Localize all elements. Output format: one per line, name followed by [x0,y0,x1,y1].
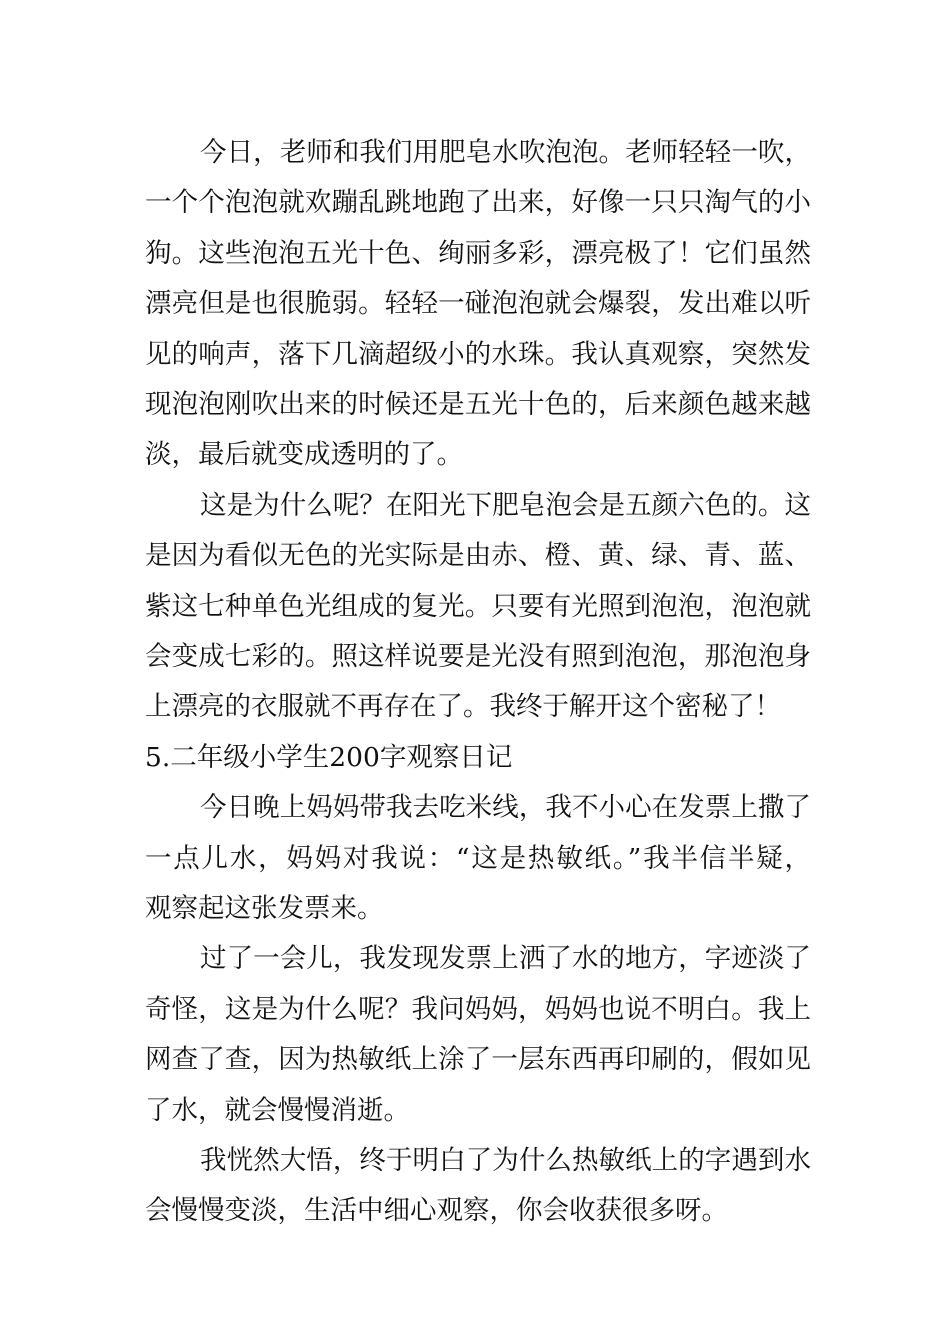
text-line: 一点儿水，妈妈对我说：“这是热敏纸。”我半信半疑， [145,842,811,874]
text-line: 过了一会儿，我发现发票上洒了水的地方，字迹淡了 [200,943,811,975]
text-line: 会慢慢变淡，生活中细心观察，你会收获很多呀。 [145,1195,728,1227]
text-line: 紫这七种单色光组成的复光。只要有光照到泡泡，泡泡就 [145,590,811,622]
text-line: 这是为什么呢？在阳光下肥皂泡会是五颜六色的。这 [200,489,811,521]
text-line: 会变成七彩的。照这样说要是光没有照到泡泡，那泡泡身 [145,641,811,672]
text-line: 是因为看似无色的光实际是由赤、橙、黄、绿、青、蓝、 [145,540,811,572]
text-line: 我恍然大悟，终于明白了为什么热敏纸上的字遇到水 [200,1145,811,1176]
text-line: 见的响声，落下几滴超级小的水珠。我认真观察，突然发 [145,338,811,370]
text-line: 5.二年级小学生200字观察日记 [145,741,513,773]
text-line: 今日，老师和我们用肥皂水吹泡泡。老师轻轻一吹， [200,137,811,168]
text-line: 上漂亮的衣服就不再存在了。我终于解开这个密秘了！ [145,691,781,723]
text-line: 网查了查，因为热敏纸上涂了一层东西再印刷的，假如见 [145,1044,811,1076]
text-line: 现泡泡刚吹出来的时候还是五光十色的，后来颜色越来越 [145,389,811,420]
text-line: 观察起这张发票来。 [145,893,384,924]
text-line: 了水，就会慢慢消逝。 [145,1094,410,1126]
text-line: 今日晚上妈妈带我去吃米线，我不小心在发票上撒了 [200,792,811,824]
text-line: 狗。这些泡泡五光十色、绚丽多彩，漂亮极了！它们虽然 [145,237,811,269]
text-line: 奇怪，这是为什么呢？我问妈妈，妈妈也说不明白。我上 [145,993,811,1025]
text-line: 一个个泡泡就欢蹦乱跳地跑了出来，好像一只只淘气的小 [145,187,811,219]
text-line: 淡，最后就变成透明的了。 [145,439,463,471]
text-line: 漂亮但是也很脆弱。轻轻一碰泡泡就会爆裂，发出难以听 [145,288,811,320]
